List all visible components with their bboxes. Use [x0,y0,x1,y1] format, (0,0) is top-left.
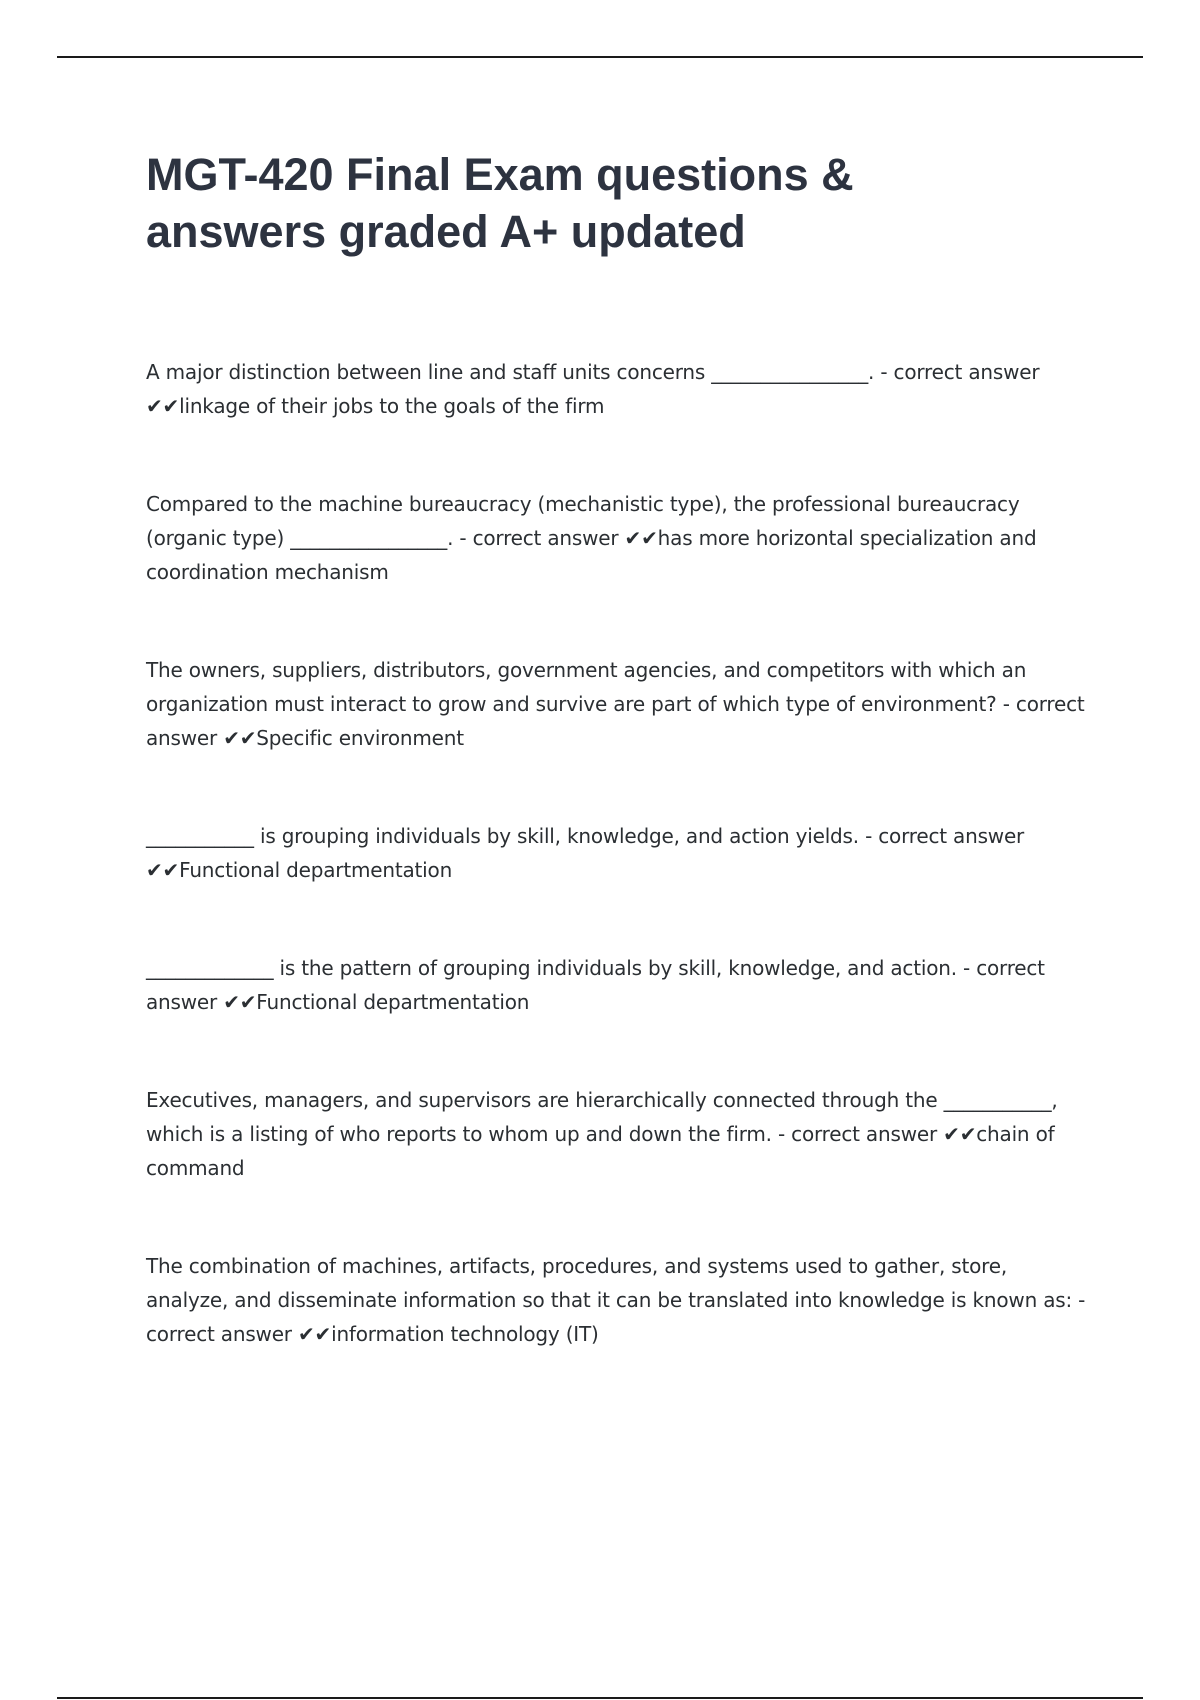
qa-item: ___________ is grouping individuals by skill, knowledge, and action yields. - correct answer ✔✔Functional departmentation [146,824,1025,882]
qa-item: The owners, suppliers, distributors, government agencies, and competitors with which an organization must interact to grow and survive are part of which type of environment? - correct answer ✔✔Specific environment [146,658,1085,750]
qa-list [146,355,1086,1415]
bottom-divider [57,1697,1143,1699]
qa-item: _____________ is the pattern of grouping individuals by skill, knowledge, and action. - correct answer ✔✔Functional departmentation [146,956,1045,1014]
title-line-1: MGT-420 Final Exam questions & [146,149,854,200]
qa-item: Executives, managers, and supervisors are hierarchically connected through the ___________, which is a listing of who reports to whom up and down the firm. - correct answer ✔✔chain of command [146,1088,1058,1180]
title-line-2: answers graded A+ updated [146,206,746,257]
page-title [146,146,1046,260]
top-divider [57,56,1143,58]
qa-item: Compared to the machine bureaucracy (mechanistic type), the professional bureaucracy (organic type) ________________. - correct answer ✔✔has more horizontal specialization and coordination mechanism [146,492,1037,584]
qa-item: The combination of machines, artifacts, procedures, and systems used to gather, store, analyze, and disseminate information so that it can be translated into knowledge is known as: - correct answer ✔✔information technology (IT) [146,1254,1086,1346]
qa-item: A major distinction between line and staff units concerns ________________. - correct answer ✔✔linkage of their jobs to the goals of the firm [146,360,1040,418]
